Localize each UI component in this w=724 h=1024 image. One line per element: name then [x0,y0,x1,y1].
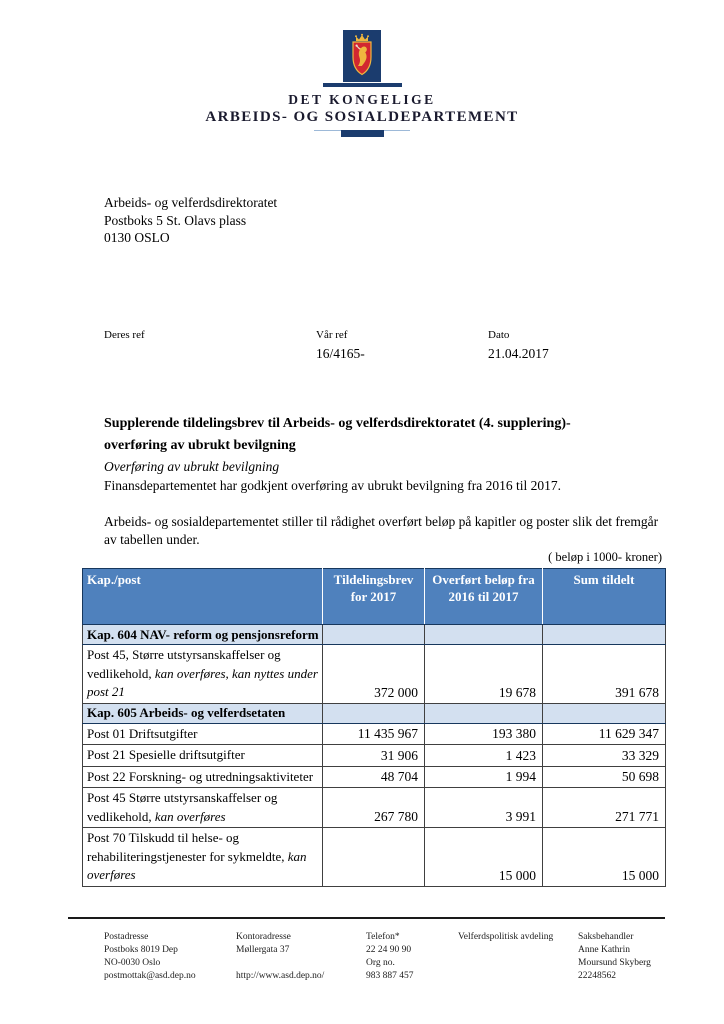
logo-divider-bar [323,83,402,87]
letter-title-line2: overføring av ubrukt bevilgning [104,438,296,453]
tildelingsbrev-cell [323,828,425,887]
table-header-row [83,569,666,625]
col-header-sum-tildelt: Sum tildelt [543,569,666,625]
dato-label: Dato [488,329,510,341]
recipient-address [104,194,277,247]
subheading: Overføring av ubrukt bevilgning [104,459,280,474]
var-ref-value: 16/4165- [316,346,365,361]
letter-title-line1: Supplerende tildelingsbrev til Arbeids- og velferdsdirektoratet (4. supplering)- [104,416,571,431]
data-row-605-post45 [83,788,666,828]
var-ref-field [316,329,365,362]
col-header-tildelingsbrev: Tildelingsbrev for 2017 [323,569,425,625]
recipient-name: Arbeids- og velferdsdirektoratet [104,195,278,210]
var-ref-label: Vår ref [316,329,348,341]
data-row-605-post70 [83,828,666,887]
footer-label: Postadresse [104,932,149,942]
footer-label: Saksbehandler [578,932,634,942]
post-label-text: Post 22 Forskning- og utredningsaktiviteter [87,768,314,784]
overfort-cell: 15 000 [425,828,543,887]
data-row-605-post21 [83,745,666,767]
overfort-cell: 3 991 [425,788,543,828]
footer-org-number: 983 887 457 [366,971,414,981]
tildelingsbrev-cell: 48 704 [323,766,425,788]
empty-cell [323,703,425,723]
deres-ref-label: Deres ref [104,329,145,341]
paragraph-2: Arbeids- og sosialdepartementet stiller til rådighet overført beløp på kapitler og poster slik det fremgår av tabellen under. [104,514,659,547]
post-label-italic: kan overføres [87,848,307,882]
section-label: Kap. 604 NAV- reform og pensjonsreform [83,625,323,645]
recipient-city: 0130 OSLO [104,230,170,245]
logo-bottom-rect [341,130,384,137]
post-label-italic: kan overføres [154,808,226,824]
table-unit-note: ( beløp i 1000- kroner) [548,550,662,564]
footer-text: Postboks 8019 Dep [104,945,178,955]
col-header-overfort: Overført beløp fra 2016 til 2017 [425,569,543,625]
section-row-kap605 [83,703,666,723]
overfort-cell: 193 380 [425,723,543,745]
overfort-cell: 19 678 [425,645,543,704]
logo-bottom-bar [314,130,410,138]
post-label-cell [83,828,323,887]
deres-ref-field [104,329,145,362]
footer-email: postmottak@asd.dep.no [104,971,196,981]
post-label-text: Post 70 Tilskudd til helse- og rehabiliteringstjenester for sykmeldte, [87,830,288,864]
footer-case-officer [578,931,651,983]
sum-cell: 33 329 [543,745,666,767]
paragraph-1: Finansdepartementet har godkjent overføring av ubrukt bevilgning fra 2016 til 2017. [104,478,562,493]
footer-department [458,931,553,944]
footer-postal-address [104,931,196,983]
post-label-cell [83,766,323,788]
sum-cell: 15 000 [543,828,666,887]
letter-title [104,413,684,457]
dato-field [488,329,549,362]
post-label-italic: kan overføres, kan nyttes under post 21 [87,665,318,699]
footer-phone-number: 22 24 90 90 [366,945,412,955]
overfort-cell: 1 423 [425,745,543,767]
tildelingsbrev-cell: 31 906 [323,745,425,767]
footer-department-name: Velferdspolitisk avdeling [458,932,554,942]
sum-cell: 271 771 [543,788,666,828]
empty-cell [425,703,543,723]
empty-cell [425,625,543,645]
coat-of-arms-icon [343,30,381,82]
tildelingsbrev-cell: 372 000 [323,645,425,704]
footer-label: Org no. [366,958,395,968]
post-label-cell [83,745,323,767]
post-label-cell [83,723,323,745]
sum-cell: 50 698 [543,766,666,788]
dato-value: 21.04.2017 [488,346,549,361]
footer-divider-line [68,917,665,919]
data-row-605-post22 [83,766,666,788]
empty-cell [543,625,666,645]
footer-office-address [236,931,324,983]
footer-label: Telefon* [366,932,400,942]
section-row-kap604 [83,625,666,645]
logo-text-royal: DET KONGELIGE [288,92,436,107]
footer-phone-org [366,931,414,983]
footer-website: http://www.asd.dep.no/ [236,971,325,981]
sum-cell: 391 678 [543,645,666,704]
logo-text-department: ARBEIDS- OG SOSIALDEPARTEMENT [205,109,519,125]
footer-officer-name: Moursund Skyberg [578,958,651,968]
ministry-letterhead [0,30,724,138]
tildelingsbrev-cell: 11 435 967 [323,723,425,745]
section-label: Kap. 605 Arbeids- og velferdsetaten [83,703,323,723]
data-row-605-post01 [83,723,666,745]
post-label-text: Post 01 Driftsutgifter [87,725,198,741]
footer-text: Møllergata 37 [236,945,290,955]
empty-cell [543,703,666,723]
footer-officer-phone: 22248562 [578,971,616,981]
footer-text [236,957,324,970]
post-label-text: Post 45, Større utstyrsanskaffelser og vedlikehold, [87,647,281,681]
data-row-604-post45 [83,645,666,704]
recipient-street: Postboks 5 St. Olavs plass [104,212,247,228]
post-label-text: Post 45 Større utstyrsanskaffelser og vedlikehold, [87,790,278,824]
post-label-cell [83,645,323,704]
footer-officer-name: Anne Kathrin [578,945,630,955]
deres-ref-value [104,346,145,362]
col-header-kap-post: Kap./post [83,569,323,625]
post-label-text: Post 21 Spesielle driftsutgifter [87,747,245,762]
empty-cell [323,625,425,645]
footer-label: Kontoradresse [236,932,291,942]
overfort-cell: 1 994 [425,766,543,788]
footer-text: NO-0030 Oslo [104,958,161,968]
sum-cell: 11 629 347 [543,723,666,745]
budget-table [82,568,666,887]
tildelingsbrev-cell: 267 780 [323,788,425,828]
post-label-cell [83,788,323,828]
